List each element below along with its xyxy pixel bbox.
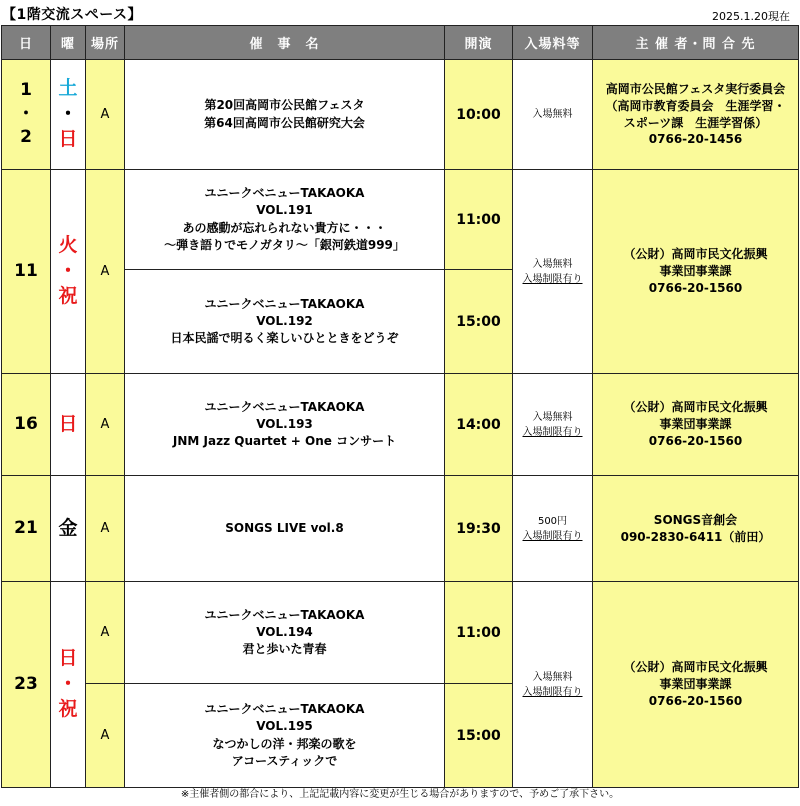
col-weekday: 曜: [51, 26, 86, 60]
time-cell: 19:30: [445, 476, 513, 582]
weekday-cell: 金: [51, 476, 86, 582]
organizer-cell: （公財）高岡市民文化振興 事業団事業課 0766-20-1560: [593, 582, 799, 788]
day-cell: 11: [2, 170, 51, 374]
day-cell: 23: [2, 582, 51, 788]
fee-cell: 500円 入場制限有り: [513, 476, 593, 582]
as-of-date: 2025.1.20現在: [712, 10, 790, 23]
col-organizer: 主 催 者・問 合 先: [593, 26, 799, 60]
time-cell: 10:00: [445, 60, 513, 170]
event-cell: ユニークベニューTAKAOKA VOL.191 あの感動が忘れられない貴方に・・・ ～弾き語りでモノガタリ～「銀河鉄道999」: [125, 170, 445, 270]
event-cell: ユニークベニューTAKAOKA VOL.195 なつかしの洋・邦楽の歌を アコースティックで: [125, 684, 445, 788]
venue-cell: A: [86, 60, 125, 170]
table-row: [2, 170, 799, 270]
weekday-cell: 日 ・ 祝: [51, 582, 86, 788]
venue-cell: A: [86, 374, 125, 476]
time-cell: 11:00: [445, 170, 513, 270]
fee-cell: 入場無料 入場制限有り: [513, 374, 593, 476]
page-title: 【1階交流スペース】: [2, 7, 143, 23]
day-cell: 21: [2, 476, 51, 582]
event-cell: 第20回高岡市公民館フェスタ 第64回高岡市公民館研究大会: [125, 60, 445, 170]
venue-cell: A: [86, 170, 125, 374]
organizer-cell: 高岡市公民館フェスタ実行委員会 （高岡市教育委員会 生涯学習・ スポーツ課 生涯学習係） 0766-20-1456: [593, 60, 799, 170]
weekday-cell: 土 ・ 日: [51, 60, 86, 170]
weekday-cell: 火 ・ 祝: [51, 170, 86, 374]
weekday-cell: 日: [51, 374, 86, 476]
organizer-cell: （公財）高岡市民文化振興 事業団事業課 0766-20-1560: [593, 374, 799, 476]
footer-note: ※主催者側の都合により、上記記載内容に変更が生じる場合がありますので、予めご了承下さい。: [180, 789, 620, 800]
event-cell: ユニークベニューTAKAOKA VOL.192 日本民謡で明るく楽しいひとときをどうぞ: [125, 270, 445, 374]
event-cell: ユニークベニューTAKAOKA VOL.194 君と歩いた青春: [125, 582, 445, 684]
col-venue: 場所: [86, 26, 125, 60]
organizer-cell: （公財）高岡市民文化振興 事業団事業課 0766-20-1560: [593, 170, 799, 374]
day-cell: 16: [2, 374, 51, 476]
time-cell: 15:00: [445, 270, 513, 374]
time-cell: 11:00: [445, 582, 513, 684]
venue-cell: A: [86, 476, 125, 582]
day-cell: 1 ・ 2: [2, 60, 51, 170]
event-cell: ユニークベニューTAKAOKA VOL.193 JNM Jazz Quartet + One コンサート: [125, 374, 445, 476]
table-row: [2, 582, 799, 684]
venue-cell: A: [86, 582, 125, 684]
time-cell: 15:00: [445, 684, 513, 788]
table-row: [2, 374, 799, 476]
table-row: [2, 60, 799, 170]
schedule-table: [1, 25, 799, 788]
table-row: [2, 476, 799, 582]
organizer-cell: SONGS音創会 090-2830-6411（前田）: [593, 476, 799, 582]
time-cell: 14:00: [445, 374, 513, 476]
col-event: 催 事 名: [125, 26, 445, 60]
fee-cell: 入場無料 入場制限有り: [513, 582, 593, 788]
col-time: 開演: [445, 26, 513, 60]
venue-cell: A: [86, 684, 125, 788]
fee-cell: 入場無料 入場制限有り: [513, 170, 593, 374]
col-fee: 入場料等: [513, 26, 593, 60]
event-cell: SONGS LIVE vol.8: [125, 476, 445, 582]
header-row: [2, 26, 799, 60]
fee-cell: 入場無料: [513, 60, 593, 170]
col-day: 日: [2, 26, 51, 60]
